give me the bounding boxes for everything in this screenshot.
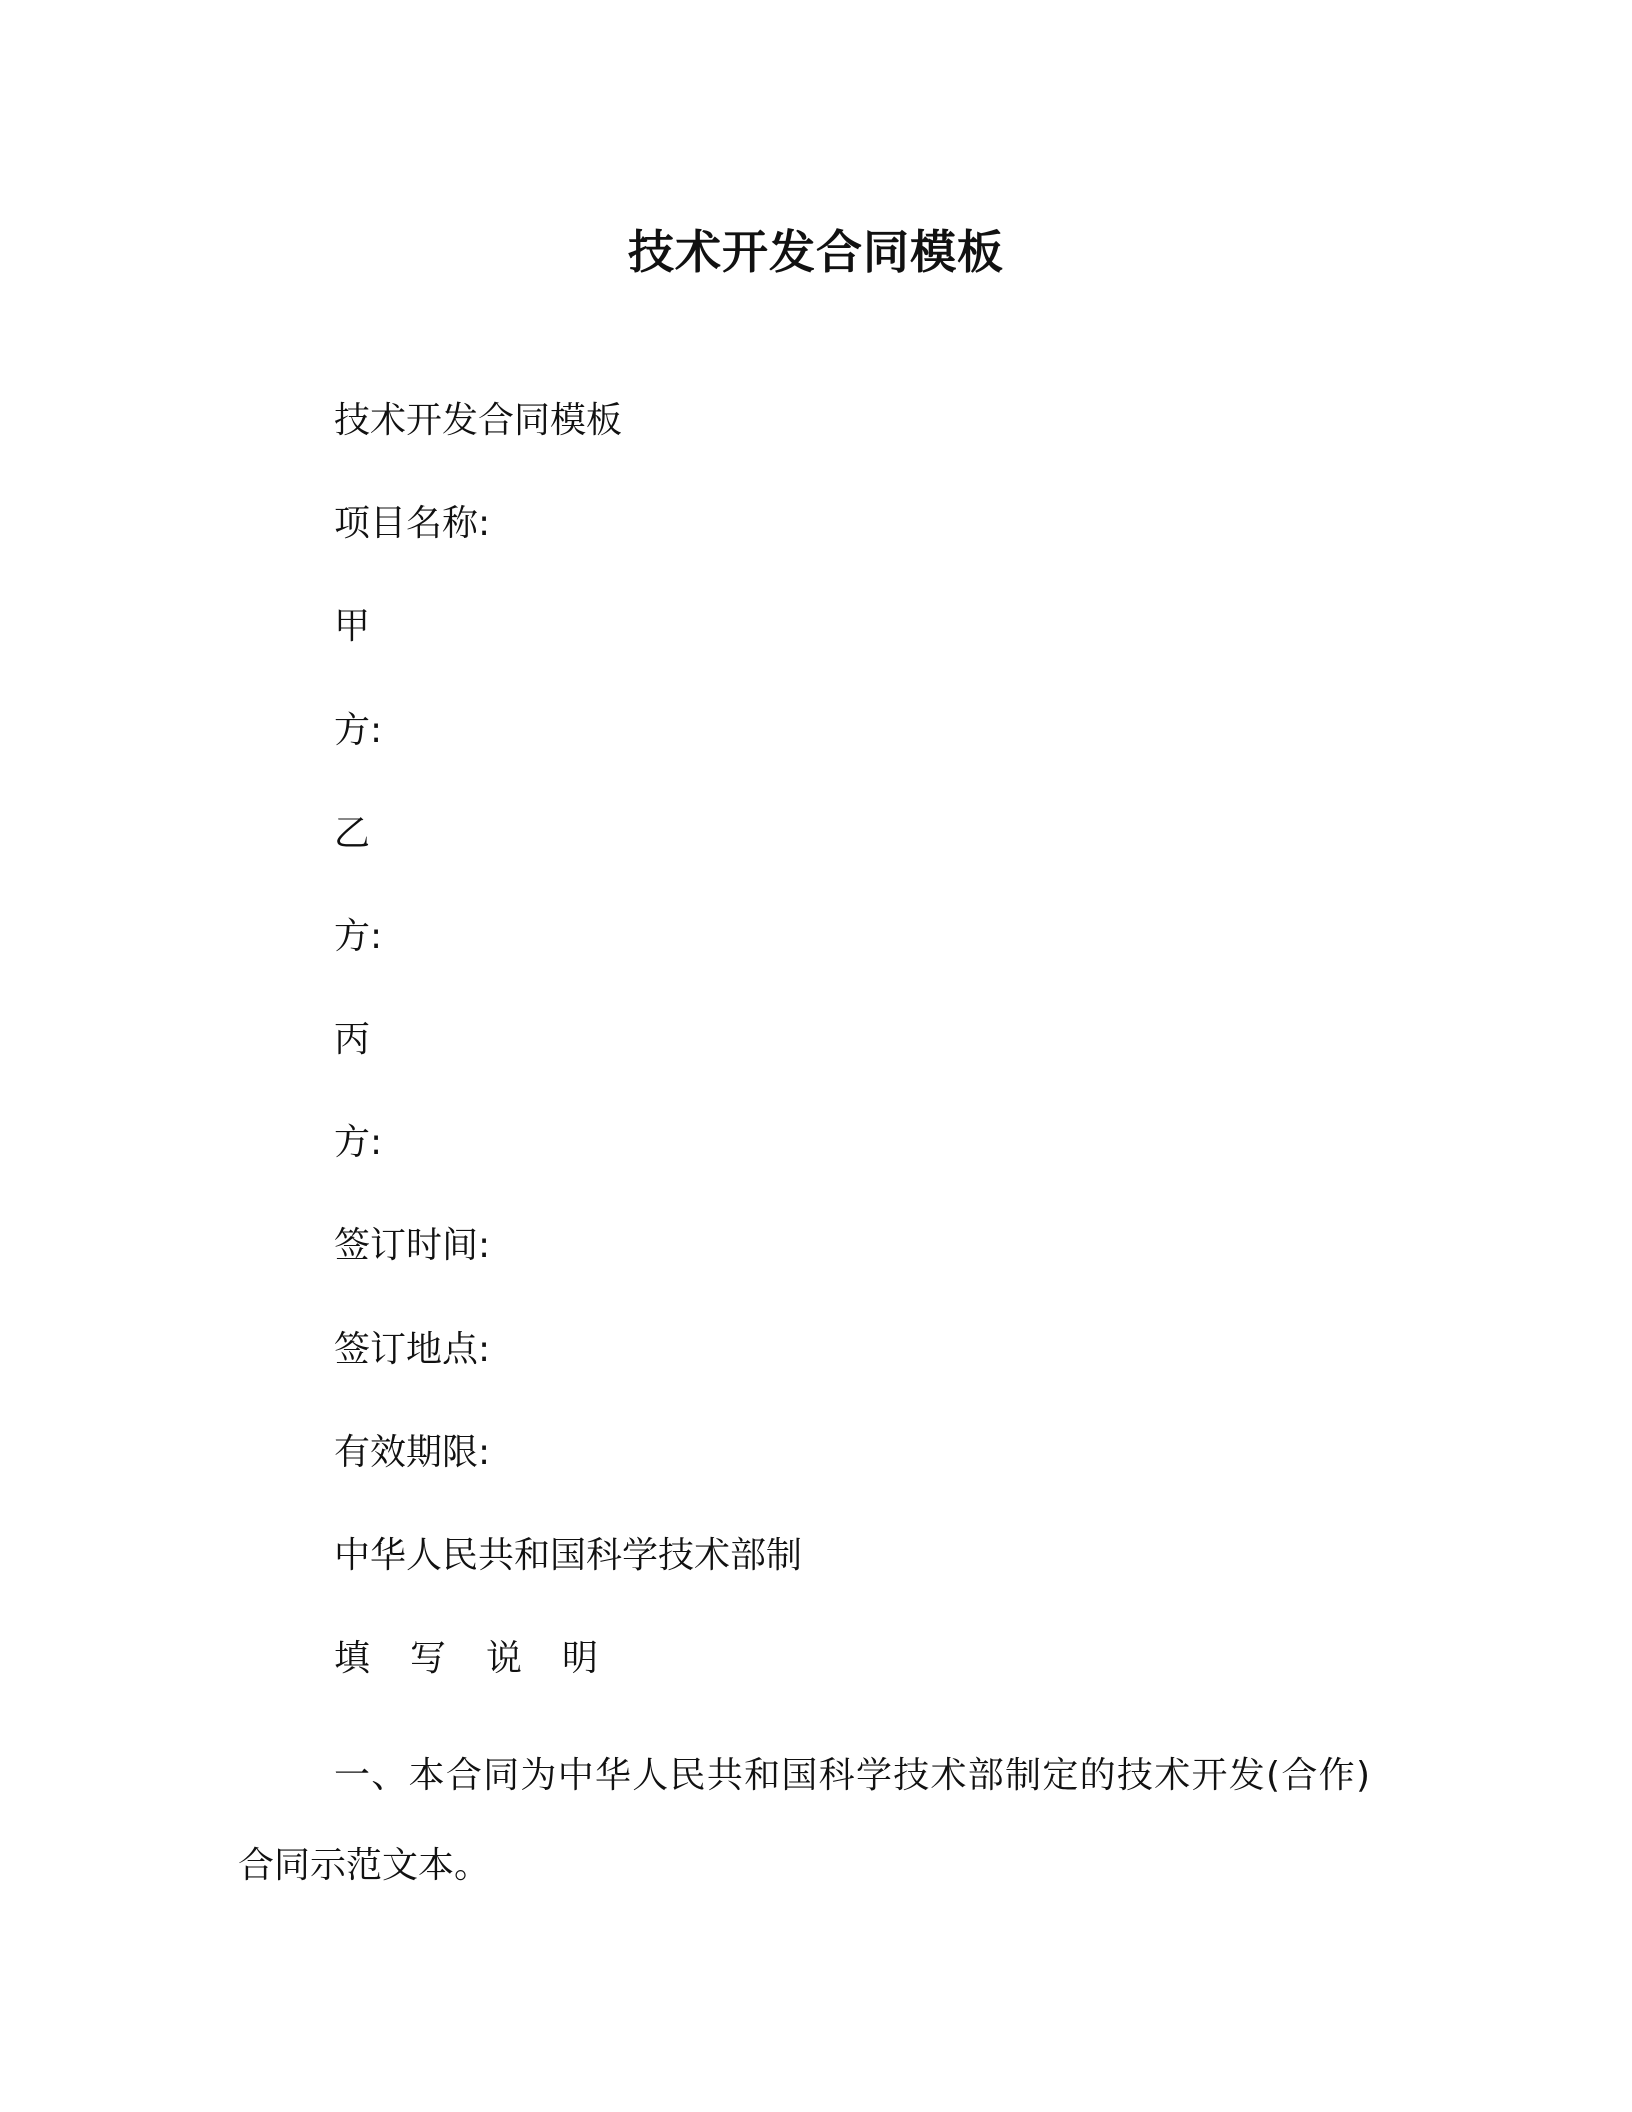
party-c-label-suffix: 方: bbox=[334, 1122, 383, 1163]
validity-period-label: 有效期限: bbox=[334, 1432, 491, 1473]
party-a-label-suffix: 方: bbox=[334, 710, 383, 751]
party-a-label-char: 甲 bbox=[334, 606, 371, 647]
signing-place-label: 签订地点: bbox=[334, 1329, 491, 1370]
subtitle-line: 技术开发合同模板 bbox=[334, 400, 623, 441]
signing-time-label: 签订时间: bbox=[334, 1225, 491, 1266]
instructions-heading-char: 写 bbox=[410, 1638, 447, 1679]
document-title: 技术开发合同模板 bbox=[628, 225, 1004, 279]
instructions-heading-char: 说 bbox=[486, 1638, 523, 1679]
instruction-paragraph-1: 一、本合同为中华人民共和国科学技术部制定的技术开发(合作)合同示范文本。 bbox=[238, 1755, 1370, 1886]
party-c-label-char: 丙 bbox=[334, 1019, 371, 1060]
party-b-label-char: 乙 bbox=[334, 813, 371, 854]
instructions-heading-char: 明 bbox=[562, 1638, 599, 1679]
party-b-label-suffix: 方: bbox=[334, 916, 383, 957]
project-name-label: 项目名称: bbox=[334, 503, 491, 544]
issuer-line: 中华人民共和国科学技术部制 bbox=[334, 1535, 803, 1576]
instructions-heading-char: 填 bbox=[334, 1638, 371, 1679]
instructions-heading bbox=[334, 1635, 638, 1683]
